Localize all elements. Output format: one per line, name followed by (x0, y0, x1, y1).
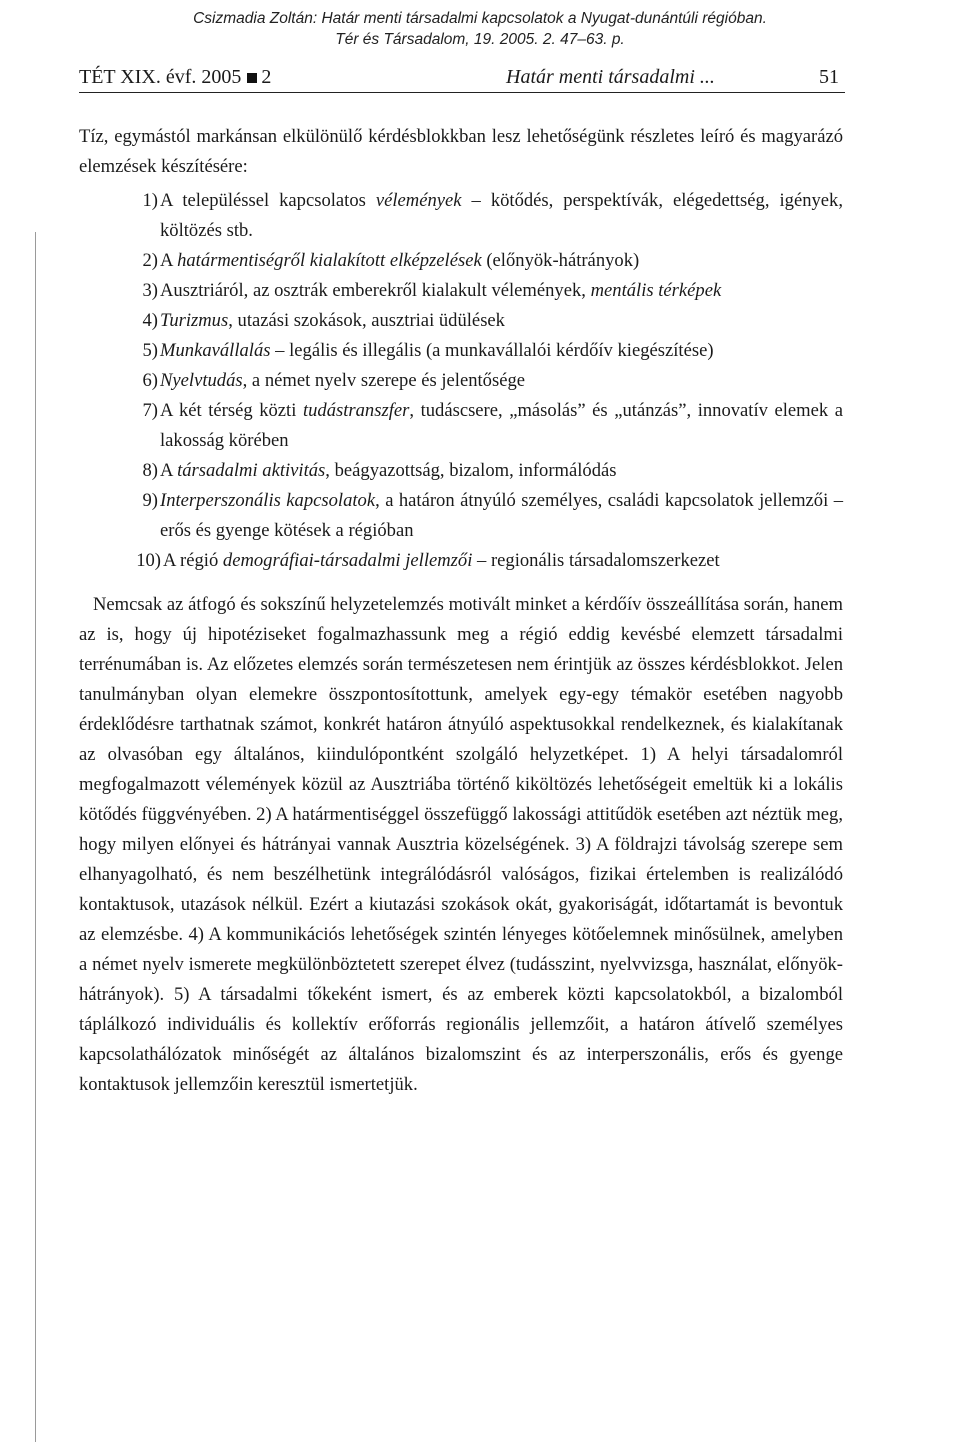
list-text (160, 396, 843, 456)
list-text-pre: A településsel kapcsolatos (160, 190, 376, 211)
journal-label: TÉT XIX. évf. 2005 (79, 66, 242, 88)
list-item (79, 486, 843, 546)
list-text (160, 186, 843, 246)
list-item (79, 396, 843, 456)
list-number: 1) (142, 190, 158, 211)
list-text-emphasis: Turizmus (160, 310, 229, 331)
list-text (160, 276, 843, 306)
list-text-post: , tudáscsere, „másolás” és „utánzás”, innovatív elemek a lakosság körében (160, 400, 843, 451)
list-text-emphasis: vélemények (375, 190, 462, 211)
list-number: 8) (142, 460, 158, 481)
list-text-post: (előnyök-hátrányok) (481, 250, 640, 271)
citation-line-1: Csizmadia Zoltán: Határ menti társadalmi kapcsolatok a Nyugat-dunántúli régióban. (193, 10, 767, 27)
body-paragraph: Nemcsak az átfogó és sokszínű helyzetelemzés motivált minket a kérdőív összeállítása során, hanem az is, hogy új hipotéziseket fogalmazhassunk meg a régió eddig kevésbé elemzett társadalmi terrénumában is. Az előzetes elemzés során természetesen nem érintjük az összes kérdésblokkot. Jelen tanulmányban olyan elemekre összpontosítottunk, amelyek egy-egy témakör esetében nagyobb érdeklődésre tarthatnak számot, konkrét határon átnyúló aspektusokkal rendelkeznek, és kialakítanak az olvasóban egy általános, kiindulópontként szolgáló helyzetképet. 1) A helyi társadalomról megfogalmazott vélemények közül az Ausztriába történő kiköltözés lehetőségeit emeltük ki a lokális kötődés függvényében. 2) A határmentiséggel összefüggő lakossági attitűdök esetében azt néztük meg, hogy milyen előnyei és hátrányai vannak Ausztria közelségének. 3) A földrajzi távolság szerepe sem elhanyagolható, és nem beszélhetünk integrálódásról valóságos, fizikai értelemben is realizálódó kontaktusok, utazások nélkül. Ezért a kiutazási szokások okát, gyakoriságát, időtartamát is bevontuk az elemzésbe. 4) A kommunikációs lehetőségek szintén lényeges kötőelemnek minősülnek, amelyben a német nyelv ismerete megkülönböztetett szerepet élvez (tudásszint, nyelvvizsga, használat, előnyök-hátrányok). 5) A társadalmi tőkeként ismert, és az emberek közti kapcsolatokból, a bizalomból táplálkozó individuális és kollektív erőforrás regionális jellemzőit, a határon átívelő személyes kapcsolathálózatok minőségét az általános bizalomszint és az interperszonális, erős és gyenge kontaktusok jellemzőin keresztül ismertetjük. (79, 594, 843, 1095)
list-text (160, 486, 843, 546)
list-text-pre: A (160, 460, 178, 481)
list-text-post: – kötődés, perspektívák, elégedettség, igények, költözés stb. (160, 190, 843, 241)
list-number: 7) (142, 400, 158, 421)
list-item (79, 306, 843, 336)
list-number: 9) (142, 490, 158, 511)
list-text-emphasis: határmentiségről kialakított elképzelések (177, 250, 482, 271)
page-number: 51 (819, 66, 839, 88)
list-text-emphasis: mentális térképek (590, 280, 722, 301)
list-text-post: , a német nyelv szerepe és jelentősége (242, 370, 526, 391)
list-number: 6) (142, 370, 158, 391)
list-number: 10) (136, 550, 161, 571)
square-bullet-icon (247, 73, 257, 83)
list-item (79, 456, 843, 486)
list-number: 4) (142, 310, 158, 331)
list-text-emphasis: Nyelvtudás (160, 370, 243, 391)
list-text-emphasis: Interperszonális kapcsolatok (160, 490, 376, 511)
list-text-post: , a határon átnyúló személyes, családi kapcsolatok jellemzői – erős és gyenge kötések a régióban (160, 490, 843, 541)
list-number: 2) (142, 250, 158, 271)
list-item (79, 366, 843, 396)
running-head (79, 64, 845, 93)
margin-rule (35, 232, 36, 1442)
list-text-post: – legális és illegális (a munkavállalói kérdőív kiegészítése) (270, 340, 714, 361)
list-text-post: , utazási szokások, ausztriai üdülések (228, 310, 505, 331)
list-text-pre: A régió (163, 550, 223, 571)
list-text-pre: Ausztriáról, az osztrák emberekről kialakult vélemények, (160, 280, 591, 301)
list-text-post: , beágyazottság, bizalom, informálódás (325, 460, 617, 481)
running-head-title: Határ menti társadalmi ... (506, 66, 715, 88)
list-item (79, 336, 843, 366)
list-text-post: – regionális társadalomszerkezet (472, 550, 720, 571)
question-block-list (79, 186, 843, 576)
list-text (160, 306, 843, 336)
list-text (160, 246, 843, 276)
list-text-emphasis: Munkavállalás (160, 340, 271, 361)
list-text (160, 456, 843, 486)
citation-header (0, 8, 960, 50)
issue-number: 2 (261, 66, 272, 88)
running-head-journal (79, 64, 271, 90)
list-text-pre: A két térség közti (160, 400, 303, 421)
list-text-pre: A (160, 250, 178, 271)
list-item (79, 546, 843, 576)
list-text (163, 546, 843, 576)
list-text-emphasis: tudástranszfer (302, 400, 410, 421)
citation-line-2: Tér és Társadalom, 19. 2005. 2. 47–63. p. (335, 31, 625, 48)
list-text (160, 366, 843, 396)
list-text-emphasis: társadalmi aktivitás (177, 460, 326, 481)
list-item (79, 276, 843, 306)
list-text (160, 336, 843, 366)
list-number: 5) (142, 340, 158, 361)
list-item (79, 186, 843, 246)
page-body (79, 122, 843, 1100)
list-text-emphasis: demográfiai-társadalmi jellemzői (222, 550, 473, 571)
list-number: 3) (142, 280, 158, 301)
intro-paragraph: Tíz, egymástól markánsan elkülönülő kérdésblokkban lesz lehetőségünk részletes leíró és magyarázó elemzések készítésére: (79, 126, 843, 177)
list-item (79, 246, 843, 276)
